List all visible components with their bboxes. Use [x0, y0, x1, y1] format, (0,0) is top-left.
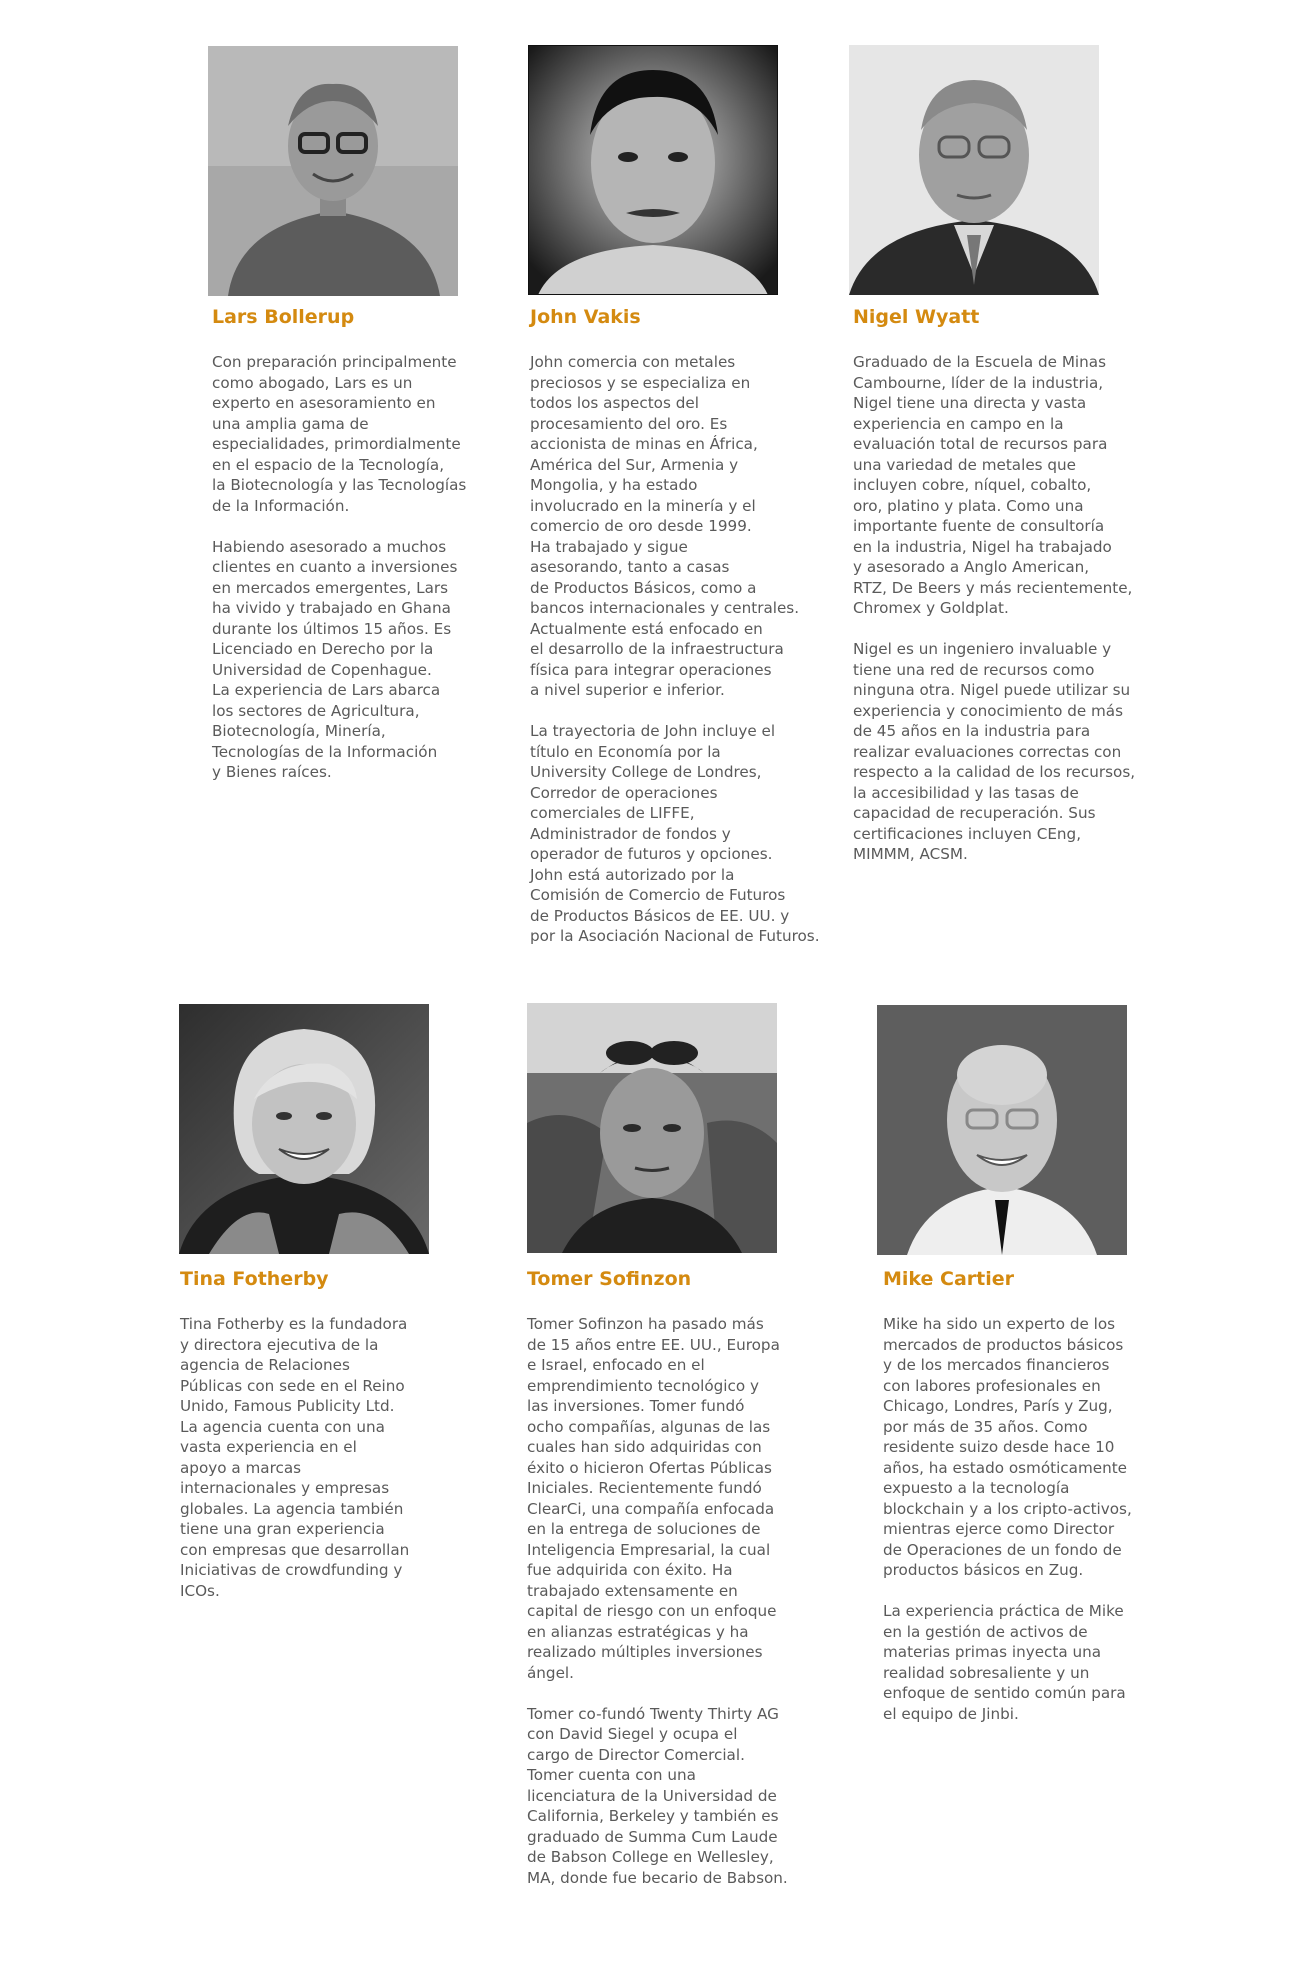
person-bio: [180, 1314, 480, 1601]
portrait-photo: [527, 1003, 777, 1253]
person-bio: [212, 352, 502, 783]
bio-paragraph: Habiendo asesorado a muchos clientes en cuanto a inversiones en mercados emergentes, Lars ha vivido y trabajado en Ghana durante los últimos 15 años. Es Licenciado en Derecho por la Universidad de Copenhague. La experiencia de Lars abarca los sectores de Agricultura, Biotecnología, Minería, Tecnologías de la Información y Bienes raíces.: [212, 537, 458, 781]
person-bio: [530, 352, 860, 947]
person-name: Nigel Wyatt: [853, 306, 980, 328]
bio-paragraph: La experiencia práctica de Mike en la gestión de activos de materias primas inyecta una realidad sobresaliente y un enfoque de sentido común para el equipo de Jinbi.: [883, 1602, 1126, 1723]
portrait-photo: [179, 1004, 429, 1254]
portrait-photo: [528, 45, 778, 295]
person-name: Tina Fotherby: [180, 1268, 329, 1290]
bio-paragraph: Nigel es un ingeniero invaluable y tiene una red de recursos como ninguna otra. Nigel puede utilizar su experiencia y conocimiento de más de 45 años en la industria para realizar evaluaciones correctas con respecto a la calidad de los recursos, la accesibilidad y las tasas de capacidad de recuperación. Sus certificaciones incluyen CEng, MIMMM, ACSM.: [853, 640, 1136, 863]
bio-paragraph: Mike ha sido un experto de los mercados de productos básicos y de los mercados financieros con labores profesionales en Chicago, Londres, París y Zug, por más de 35 años. Como residente suizo desde hace 10 años, ha estado osmóticamente expuesto a la tecnología blockchain y a los cripto-activos, mientras ejerce como Director de Operaciones de un fondo de productos básicos en Zug.: [883, 1315, 1132, 1579]
bio-paragraph: Tomer Sofinzon ha pasado más de 15 años entre EE. UU., Europa e Israel, enfocado en el emprendimiento tecnológico y las inversiones. Tomer fundó ocho compañías, algunas de las cuales han sido adquiridas con éxito o hicieron Ofertas Públicas Iniciales. Recientemente fundó ClearCi, una compañía enfocada en la entrega de soluciones de Inteligencia Empresarial, la cual fue adquirida con éxito. Ha trabajado extensamente en capital de riesgo con un enfoque en alianzas estratégicas y ha realizado múltiples inversiones ángel.: [527, 1315, 780, 1682]
person-name: John Vakis: [530, 306, 641, 328]
bio-paragraph: La trayectoria de John incluye el título en Economía por la University College de Londres, Corredor de operaciones comerciales de LIFFE, Administrador de fondos y operador de futuros y opciones. John está autorizado por la Comisión de Comercio de Futuros de Productos Básicos de EE. UU. y por la Asociación Nacional de Futuros.: [530, 722, 820, 945]
portrait-photo: [877, 1005, 1127, 1255]
bio-paragraph: Con preparación principalmente como abogado, Lars es un experto en asesoramiento en una amplia gama de especialidades, primordialmente en el espacio de la Tecnología, la Biotecnología y las Tecnologías de la Información.: [212, 353, 467, 515]
person-bio: [883, 1314, 1203, 1724]
bio-paragraph: Graduado de la Escuela de Minas Cambourne, líder de la industria, Nigel tiene una directa y vasta experiencia en campo en la evaluación total de recursos para una variedad de metales que incluyen cobre, níquel, cobalto, oro, platino y plata. Como una importante fuente de consultoría en la industria, Nigel ha trabajado y asesorado a Anglo American, RTZ, De Beers y más recientemente, Chromex y Goldplat.: [853, 353, 1133, 617]
person-bio: [853, 352, 1183, 865]
bio-paragraph: Tina Fotherby es la fundadora y directora ejecutiva de la agencia de Relaciones Públicas con sede en el Reino Unido, Famous Publicity Ltd. La agencia cuenta con una vasta experiencia en el apoyo a marcas internacionales y empresas globales. La agencia también tiene una gran experiencia con empresas que desarrollan Iniciativas de crowdfunding y ICOs.: [180, 1315, 410, 1600]
person-bio: [527, 1314, 857, 1888]
portrait-photo: [849, 45, 1099, 295]
bio-paragraph: Tomer co-fundó Twenty Thirty AG con David Siegel y ocupa el cargo de Director Comercial. Tomer cuenta con una licenciatura de la Universidad de California, Berkeley y también es graduado de Summa Cum Laude de Babson College en Wellesley, MA, donde fue becario de Babson.: [527, 1704, 788, 1887]
person-name: Lars Bollerup: [212, 306, 355, 328]
person-name: Mike Cartier: [883, 1268, 1015, 1290]
portrait-photo: [208, 46, 458, 296]
bio-paragraph: John comercia con metales preciosos y se especializa en todos los aspectos del procesamiento del oro. Es accionista de minas en África, América del Sur, Armenia y Mongolia, y ha estado involucrado en la minería y el comercio de oro desde 1999. Ha trabajado y sigue asesorando, tanto a casas de Productos Básicos, como a bancos internacionales y centrales. Actualmente está enfocado en el desarrollo de la infraestructura física para integrar operaciones a nivel superior e inferior.: [530, 353, 800, 699]
person-name: Tomer Sofinzon: [527, 1268, 692, 1290]
